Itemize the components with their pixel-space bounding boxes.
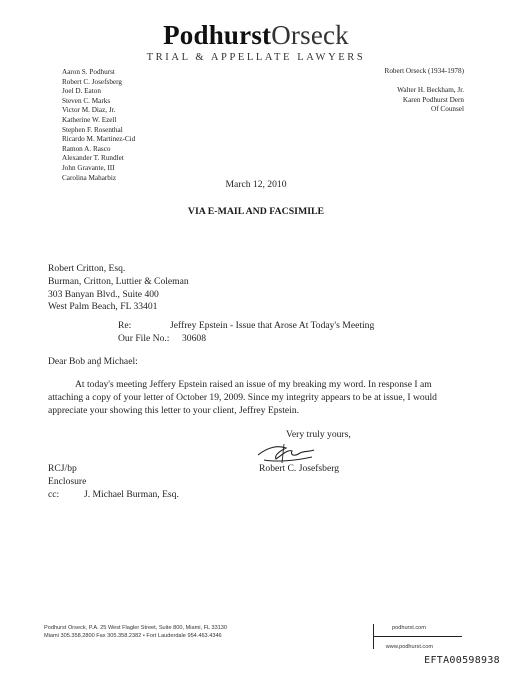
re-label: Re: — [118, 320, 132, 331]
letter-body: At today's meeting Jeffery Epstein raised an issue of my breaking my word. In response I am attaching a copy of your letter of October 19, 2009. Since my integrity appears to be at issue, I would appreciate your showing this letter to your client, Jeffrey Epstein. — [48, 379, 437, 416]
salutation: Dear Bob and Michael: — [48, 356, 138, 367]
cc-recipient: J. Michael Burman, Esq. — [84, 489, 179, 500]
attorney-name: Victor M. Diaz, Jr. — [62, 106, 116, 115]
firm-logo — [0, 22, 512, 49]
closing: Very truly yours, — [286, 429, 351, 440]
recipient-line: Burman, Critton, Luttier & Coleman — [48, 275, 189, 287]
of-counsel-label: Of Counsel — [431, 105, 464, 114]
attorney-name: Katherine W. Ezell — [62, 115, 117, 124]
footer-website-upper: podhurst.com — [392, 625, 426, 631]
attorney-name: Ramon A. Rasco — [62, 144, 111, 153]
file-no-label: Our File No.: — [118, 333, 170, 344]
attorney-name: Joel D. Eaton — [62, 87, 101, 96]
logo-part-podhurst: Podhurst — [163, 20, 272, 50]
cc-label: cc: — [48, 489, 60, 500]
footer-line: Miami 305.358.2800 Fax 305.358.2382 • Fort Lauderdale 954.463.4346 — [44, 632, 222, 639]
file-no-value: 30608 — [182, 333, 206, 344]
attorney-name: Ricardo M. Martinez-Cid — [62, 135, 136, 144]
footer-address — [44, 625, 227, 640]
bates-number: EFTA00598938 — [424, 655, 500, 666]
recipient-address — [48, 263, 189, 314]
attorney-name: Walter H. Beckham, Jr. — [397, 86, 464, 94]
signer-name: Robert C. Josefsberg — [259, 463, 340, 474]
memorial-name: Robert Orseck (1934-1978) — [384, 67, 464, 75]
delivery-method: VIA E-MAIL AND FACSIMILE — [187, 206, 325, 217]
attorney-list-left — [62, 68, 135, 183]
recipient-line: Robert Critton, Esq. — [48, 263, 126, 274]
attorney-name: John Gravante, III — [62, 163, 115, 172]
attorney-name: Steven C. Marks — [62, 96, 111, 105]
attorney-name: Aaron S. Podhurst — [62, 68, 115, 76]
footer-website: www.podhurst.com — [385, 644, 433, 650]
recipient-line: 303 Banyan Blvd., Suite 400 — [48, 288, 159, 300]
attorney-name: Carolina Maharbiz — [62, 173, 117, 182]
attorney-list-right — [397, 86, 464, 115]
re-subject: Jeffrey Epstein - Issue that Arose At Today's Meeting — [170, 320, 375, 331]
attorney-name: Karen Podhurst Dern — [402, 95, 464, 104]
logo-part-orseck: Orseck — [271, 20, 349, 50]
attorney-name: Robert C. Josefsberg — [62, 77, 122, 86]
footer-line: Podhurst Orseck, P.A. 25 West Flagler Street, Suite 800, Miami, FL 33130 — [44, 625, 228, 631]
firm-tagline: TRIAL & APPELLATE LAWYERS — [146, 52, 366, 63]
enclosure-note: Enclosure — [48, 476, 87, 487]
letter-date: March 12, 2010 — [225, 179, 287, 190]
footer-divider-horizontal — [374, 636, 462, 637]
recipient-line: West Palm Beach, FL 33401 — [48, 301, 158, 313]
initials: RCJ/bp — [48, 463, 77, 474]
attorney-name: Alexander T. Rundlet — [62, 154, 124, 163]
attorney-name: Stephen F. Rosenthal — [62, 125, 123, 134]
